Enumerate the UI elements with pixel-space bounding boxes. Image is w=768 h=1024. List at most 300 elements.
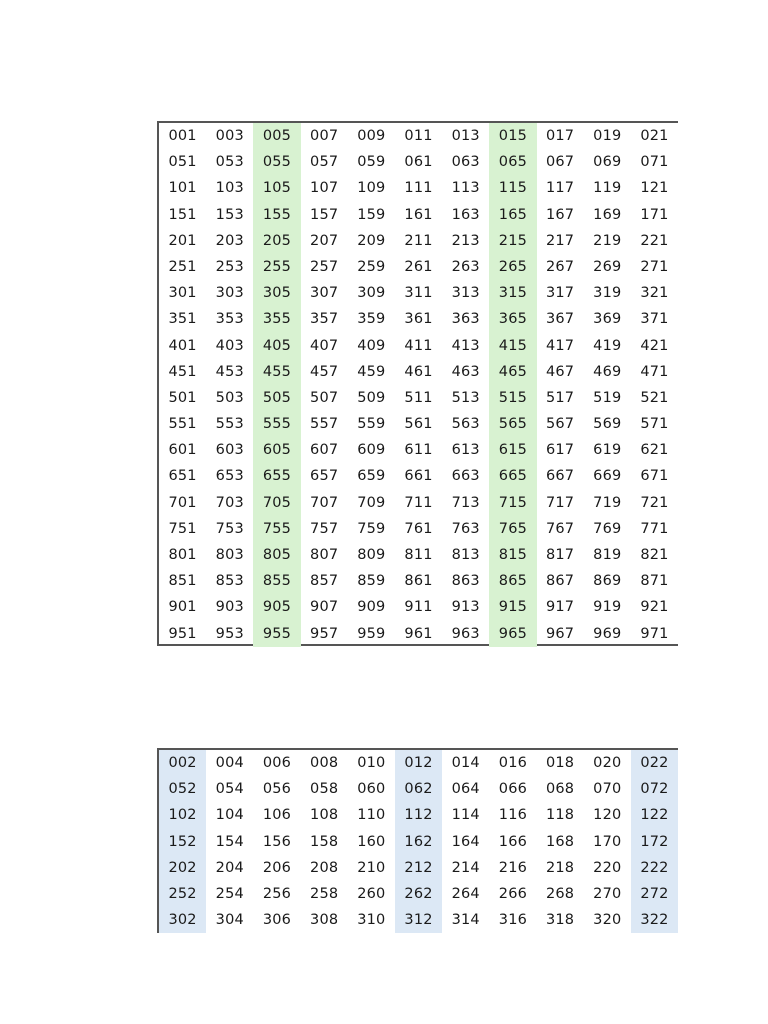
table-cell: 020 [593, 755, 622, 771]
table-cell: 411 [404, 337, 433, 354]
table-cell: 761 [404, 520, 433, 537]
table-row [159, 411, 678, 437]
table-row [159, 280, 678, 306]
table-cell: 861 [404, 573, 433, 590]
table-cell: 310 [357, 912, 386, 929]
table-cell: 065 [489, 149, 536, 175]
table-cell: 060 [357, 781, 386, 798]
table-row [159, 490, 678, 516]
table-cell: 009 [357, 128, 386, 144]
table-cell: 019 [593, 128, 622, 144]
table-cell: 066 [498, 781, 528, 798]
table-row [159, 385, 678, 411]
table-cell: 503 [215, 389, 244, 406]
table-cell: 855 [253, 568, 300, 594]
table-cell: 168 [545, 833, 575, 850]
table-cell: 105 [253, 175, 300, 201]
table-row [159, 463, 678, 489]
table-row [159, 855, 678, 881]
table-cell: 553 [215, 416, 244, 433]
table-cell: 713 [451, 494, 480, 511]
table-row [159, 202, 678, 228]
table-cell: 114 [451, 807, 480, 824]
table-cell: 555 [253, 411, 300, 437]
table-cell: 118 [545, 807, 575, 824]
table-cell: 058 [310, 781, 339, 798]
table-cell: 059 [357, 154, 386, 171]
table-cell: 361 [404, 311, 433, 328]
table-row [159, 542, 678, 568]
table-cell: 663 [451, 468, 480, 485]
table-cell: 415 [489, 333, 536, 359]
table-cell: 251 [168, 258, 197, 275]
table-row [159, 750, 678, 776]
table-cell: 167 [545, 206, 575, 223]
table-cell: 357 [310, 311, 339, 328]
table-cell: 160 [357, 833, 386, 850]
table-cell: 215 [489, 228, 536, 254]
table-cell: 113 [451, 180, 480, 197]
table-cell: 202 [159, 855, 206, 881]
table-cell: 871 [640, 573, 669, 590]
table-cell: 203 [215, 232, 244, 249]
table-cell: 651 [168, 468, 197, 485]
table-cell: 007 [310, 128, 339, 144]
table-cell: 004 [215, 755, 244, 771]
table-cell: 565 [489, 411, 536, 437]
table-cell: 267 [545, 258, 575, 275]
table-cell: 811 [404, 547, 433, 563]
table-cell: 905 [253, 594, 300, 620]
table-cell: 214 [451, 859, 480, 876]
table-cell: 471 [640, 363, 669, 380]
table-cell: 507 [310, 389, 339, 406]
table-cell: 272 [631, 881, 678, 907]
table-cell: 015 [489, 123, 536, 149]
table-cell: 813 [451, 547, 480, 563]
table-cell: 014 [451, 755, 480, 771]
table-cell: 365 [489, 306, 536, 332]
table-cell: 271 [640, 258, 669, 275]
table-row [159, 881, 678, 907]
table-cell: 061 [404, 154, 433, 171]
table-row [159, 516, 678, 542]
table-cell: 152 [159, 829, 206, 855]
table-cell: 072 [631, 776, 678, 802]
table-cell: 967 [545, 625, 575, 642]
table-cell: 110 [357, 807, 386, 824]
table-cell: 665 [489, 463, 536, 489]
table-cell: 869 [593, 573, 622, 590]
table-cell: 609 [357, 442, 386, 459]
table-cell: 016 [498, 755, 528, 771]
table-cell: 122 [631, 802, 678, 828]
table-cell: 062 [395, 776, 442, 802]
table-cell: 513 [451, 389, 480, 406]
table-cell: 305 [253, 280, 300, 306]
table-cell: 359 [357, 311, 386, 328]
table-cell: 304 [215, 912, 244, 929]
table-row [159, 123, 678, 149]
table-cell: 052 [159, 776, 206, 802]
table-cell: 270 [593, 885, 622, 902]
table-cell: 017 [545, 128, 575, 144]
table-cell: 561 [404, 416, 433, 433]
table-cell: 308 [310, 912, 339, 929]
table-cell: 901 [168, 599, 197, 616]
table-row [159, 228, 678, 254]
table-cell: 254 [215, 885, 244, 902]
table-cell: 371 [640, 311, 669, 328]
table-cell: 107 [310, 180, 339, 197]
table-cell: 453 [215, 363, 244, 380]
table-cell: 721 [640, 494, 669, 511]
table-cell: 457 [310, 363, 339, 380]
table-row [159, 907, 678, 933]
table-cell: 252 [159, 881, 206, 907]
table-cell: 322 [631, 907, 678, 933]
table-cell: 367 [545, 311, 575, 328]
table-cell: 318 [545, 912, 575, 929]
table-cell: 005 [253, 123, 300, 149]
table-cell: 317 [545, 285, 575, 302]
table-cell: 515 [489, 385, 536, 411]
table-cell: 659 [357, 468, 386, 485]
table-cell: 655 [253, 463, 300, 489]
table-cell: 611 [404, 442, 433, 459]
table-row [159, 175, 678, 201]
table-cell: 409 [357, 337, 386, 354]
table-cell: 563 [451, 416, 480, 433]
table-cell: 022 [631, 750, 678, 776]
table-cell: 155 [253, 202, 300, 228]
table-cell: 369 [593, 311, 622, 328]
table-cell: 263 [451, 258, 480, 275]
table-cell: 154 [215, 833, 244, 850]
table-cell: 253 [215, 258, 244, 275]
table-cell: 262 [395, 881, 442, 907]
table-cell: 157 [310, 206, 339, 223]
table-cell: 913 [451, 599, 480, 616]
table-cell: 319 [593, 285, 622, 302]
table-cell: 705 [253, 490, 300, 516]
table-cell: 115 [489, 175, 536, 201]
table-cell: 011 [404, 128, 433, 144]
table-cell: 759 [357, 520, 386, 537]
table-cell: 863 [451, 573, 480, 590]
table-cell: 751 [168, 520, 197, 537]
table-cell: 803 [215, 547, 244, 563]
table-row [159, 594, 678, 620]
table-cell: 067 [545, 154, 575, 171]
table-cell: 971 [640, 625, 669, 642]
table-cell: 467 [545, 363, 575, 380]
table-cell: 064 [451, 781, 480, 798]
table-cell: 057 [310, 154, 339, 171]
table-cell: 351 [168, 311, 197, 328]
table-cell: 210 [357, 859, 386, 876]
table-cell: 008 [310, 755, 339, 771]
table-cell: 915 [489, 594, 536, 620]
table-cell: 221 [640, 232, 669, 249]
table-cell: 671 [640, 468, 669, 485]
table-cell: 164 [451, 833, 480, 850]
table-cell: 053 [215, 154, 244, 171]
table-cell: 158 [310, 833, 339, 850]
table-cell: 557 [310, 416, 339, 433]
table-cell: 312 [395, 907, 442, 933]
table-row [159, 254, 678, 280]
table-cell: 965 [489, 621, 536, 647]
table-cell: 551 [168, 416, 197, 433]
table-cell: 601 [168, 442, 197, 459]
table-cell: 219 [593, 232, 622, 249]
table-cell: 218 [545, 859, 575, 876]
table-cell: 006 [262, 755, 292, 771]
table-cell: 717 [545, 494, 575, 511]
table-cell: 571 [640, 416, 669, 433]
table-cell: 921 [640, 599, 669, 616]
table-cell: 106 [262, 807, 292, 824]
table-cell: 068 [545, 781, 575, 798]
table-cell: 111 [404, 180, 433, 197]
table-cell: 959 [357, 625, 386, 642]
table-cell: 306 [262, 912, 292, 929]
table-cell: 162 [395, 829, 442, 855]
table-cell: 171 [640, 206, 669, 223]
table-cell: 112 [395, 802, 442, 828]
table-cell: 521 [640, 389, 669, 406]
table-cell: 120 [593, 807, 622, 824]
table-cell: 209 [357, 232, 386, 249]
table-row [159, 568, 678, 594]
table-cell: 212 [395, 855, 442, 881]
table-cell: 509 [357, 389, 386, 406]
table-cell: 119 [593, 180, 622, 197]
table-cell: 206 [262, 859, 292, 876]
table-cell: 353 [215, 311, 244, 328]
table-row [159, 149, 678, 175]
table-row [159, 333, 678, 359]
table-cell: 917 [545, 599, 575, 616]
table-cell: 951 [168, 625, 197, 642]
table-cell: 208 [310, 859, 339, 876]
table-cell: 063 [451, 154, 480, 171]
table-cell: 511 [404, 389, 433, 406]
table-cell: 969 [593, 625, 622, 642]
table-cell: 256 [262, 885, 292, 902]
table-cell: 865 [489, 568, 536, 594]
table-cell: 401 [168, 337, 197, 354]
table-cell: 156 [262, 833, 292, 850]
table-cell: 255 [253, 254, 300, 280]
table-cell: 161 [404, 206, 433, 223]
table-cell: 102 [159, 802, 206, 828]
table-cell: 216 [498, 859, 528, 876]
table-cell: 559 [357, 416, 386, 433]
table-cell: 070 [593, 781, 622, 798]
table-cell: 257 [310, 258, 339, 275]
table-cell: 159 [357, 206, 386, 223]
table-cell: 569 [593, 416, 622, 433]
table-cell: 603 [215, 442, 244, 459]
table-cell: 054 [215, 781, 244, 798]
table-cell: 302 [159, 907, 206, 933]
table-cell: 003 [215, 128, 244, 144]
table-cell: 266 [498, 885, 528, 902]
table-cell: 807 [310, 547, 339, 563]
table-cell: 767 [545, 520, 575, 537]
table-cell: 703 [215, 494, 244, 511]
table-cell: 669 [593, 468, 622, 485]
table-cell: 605 [253, 437, 300, 463]
table-cell: 213 [451, 232, 480, 249]
table-cell: 217 [545, 232, 575, 249]
table-row [159, 359, 678, 385]
even-number-table [157, 748, 678, 933]
table-cell: 363 [451, 311, 480, 328]
table-cell: 355 [253, 306, 300, 332]
table-cell: 461 [404, 363, 433, 380]
table-cell: 907 [310, 599, 339, 616]
table-cell: 153 [215, 206, 244, 223]
table-cell: 805 [253, 542, 300, 568]
table-cell: 413 [451, 337, 480, 354]
table-cell: 653 [215, 468, 244, 485]
table-cell: 259 [357, 258, 386, 275]
table-cell: 021 [640, 128, 669, 144]
table-cell: 501 [168, 389, 197, 406]
table-cell: 857 [310, 573, 339, 590]
table-cell: 201 [168, 232, 197, 249]
table-cell: 961 [404, 625, 433, 642]
table-cell: 711 [404, 494, 433, 511]
table-cell: 163 [451, 206, 480, 223]
table-cell: 403 [215, 337, 244, 354]
table-row [159, 776, 678, 802]
table-cell: 104 [215, 807, 244, 824]
table-cell: 911 [404, 599, 433, 616]
table-cell: 101 [168, 180, 197, 197]
table-cell: 469 [593, 363, 622, 380]
table-cell: 955 [253, 621, 300, 647]
table-cell: 311 [404, 285, 433, 302]
table-cell: 459 [357, 363, 386, 380]
table-cell: 121 [640, 180, 669, 197]
table-cell: 867 [545, 573, 575, 590]
table-cell: 172 [631, 829, 678, 855]
table-cell: 661 [404, 468, 433, 485]
table-cell: 919 [593, 599, 622, 616]
table-row [159, 621, 678, 647]
table-cell: 265 [489, 254, 536, 280]
table-cell: 313 [451, 285, 480, 302]
table-cell: 619 [593, 442, 622, 459]
table-cell: 010 [357, 755, 386, 771]
table-cell: 109 [357, 180, 386, 197]
table-row [159, 829, 678, 855]
table-cell: 707 [310, 494, 339, 511]
table-cell: 809 [357, 547, 386, 563]
table-cell: 315 [489, 280, 536, 306]
table-cell: 903 [215, 599, 244, 616]
table-cell: 753 [215, 520, 244, 537]
table-cell: 771 [640, 520, 669, 537]
table-cell: 013 [451, 128, 480, 144]
table-cell: 667 [545, 468, 575, 485]
table-cell: 621 [640, 442, 669, 459]
table-cell: 269 [593, 258, 622, 275]
table-cell: 018 [545, 755, 575, 771]
table-cell: 957 [310, 625, 339, 642]
table-cell: 117 [545, 180, 575, 197]
table-cell: 207 [310, 232, 339, 249]
table-cell: 307 [310, 285, 339, 302]
table-cell: 303 [215, 285, 244, 302]
table-cell: 220 [593, 859, 622, 876]
table-cell: 801 [168, 547, 197, 563]
table-row [159, 802, 678, 828]
table-cell: 851 [168, 573, 197, 590]
table-cell: 617 [545, 442, 575, 459]
table-cell: 166 [498, 833, 528, 850]
table-cell: 116 [498, 807, 528, 824]
table-cell: 268 [545, 885, 575, 902]
table-cell: 260 [357, 885, 386, 902]
table-cell: 407 [310, 337, 339, 354]
table-cell: 316 [498, 912, 528, 929]
table-cell: 321 [640, 285, 669, 302]
table-cell: 769 [593, 520, 622, 537]
table-cell: 715 [489, 490, 536, 516]
table-cell: 657 [310, 468, 339, 485]
table-cell: 108 [310, 807, 339, 824]
table-cell: 451 [168, 363, 197, 380]
table-cell: 463 [451, 363, 480, 380]
table-cell: 859 [357, 573, 386, 590]
table-cell: 421 [640, 337, 669, 354]
table-cell: 261 [404, 258, 433, 275]
table-cell: 757 [310, 520, 339, 537]
table-cell: 405 [253, 333, 300, 359]
table-cell: 314 [451, 912, 480, 929]
table-row [159, 437, 678, 463]
table-cell: 755 [253, 516, 300, 542]
table-cell: 815 [489, 542, 536, 568]
table-cell: 002 [159, 750, 206, 776]
table-cell: 567 [545, 416, 575, 433]
table-cell: 301 [168, 285, 197, 302]
table-cell: 419 [593, 337, 622, 354]
table-cell: 909 [357, 599, 386, 616]
table-cell: 517 [545, 389, 575, 406]
table-cell: 765 [489, 516, 536, 542]
table-cell: 701 [168, 494, 197, 511]
table-cell: 169 [593, 206, 622, 223]
table-cell: 607 [310, 442, 339, 459]
table-cell: 853 [215, 573, 244, 590]
table-cell: 417 [545, 337, 575, 354]
table-cell: 204 [215, 859, 244, 876]
table-cell: 821 [640, 547, 669, 563]
table-cell: 615 [489, 437, 536, 463]
table-cell: 051 [168, 154, 197, 171]
table-cell: 151 [168, 206, 197, 223]
table-cell: 170 [593, 833, 622, 850]
table-cell: 001 [168, 128, 197, 144]
table-cell: 963 [451, 625, 480, 642]
table-cell: 055 [253, 149, 300, 175]
